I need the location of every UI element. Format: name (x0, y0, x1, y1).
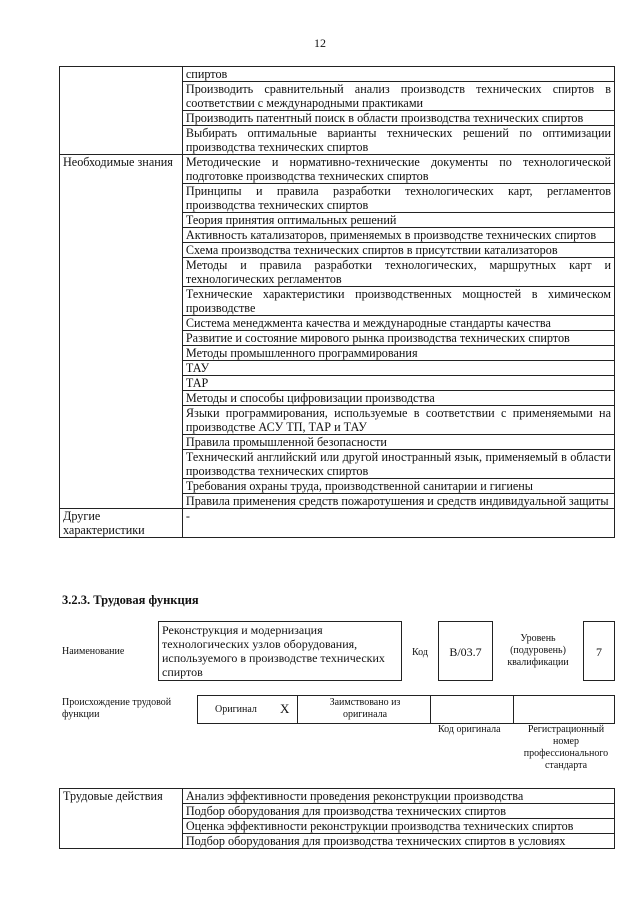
level-label: Уровень (подуровень) квалификации (507, 633, 569, 668)
knowledge-label: Необходимые знания (60, 155, 183, 509)
section-title: 3.2.3. Трудовая функция (62, 593, 199, 607)
origin-divider-1 (297, 695, 298, 724)
knowledge-item: Система менеджмента качества и международные стандарты качества (182, 316, 614, 331)
other-value: - (182, 509, 614, 538)
page-number: 12 (314, 36, 326, 50)
knowledge-item: ТАР (182, 376, 614, 391)
knowledge-item: Методы и правила разработки технологических, маршрутных карт и технологических регламентов (182, 258, 614, 287)
function-name-box (158, 621, 402, 681)
table-row (60, 509, 615, 538)
action-item: Анализ эффективности проведения реконструкции производства (182, 789, 614, 804)
action-item: Подбор оборудования для производства технических спиртов (182, 804, 614, 819)
knowledge-item: Принципы и правила разработки технологических карт, регламентов производства технических спиртов (182, 184, 614, 213)
knowledge-item: Технический английский или другой иностранный язык, применяемый в области производства технических спиртов (182, 450, 614, 479)
skill-item: спиртов (182, 67, 614, 82)
table-row (60, 789, 615, 804)
original-mark: X (280, 701, 290, 716)
knowledge-item: Схема производства технических спиртов в присутствии катализаторов (182, 243, 614, 258)
origin-label: Происхождение трудовой функции (62, 697, 172, 720)
knowledge-item: Правила промышленной безопасности (182, 435, 614, 450)
origin-divider-3 (513, 695, 514, 724)
knowledge-item: ТАУ (182, 361, 614, 376)
code-original-label: Код оригинала (438, 724, 501, 735)
original-label: Оригинал (215, 704, 257, 715)
knowledge-item: Методические и нормативно-технические документы по технологической подготовке производства технических спиртов (182, 155, 614, 184)
knowledge-item: Методы промышленного программирования (182, 346, 614, 361)
knowledge-item: Требования охраны труда, производственной санитарии и гигиены (182, 479, 614, 494)
action-item: Оценка эффективности реконструкции производства технических спиртов (182, 819, 614, 834)
other-label: Другие характеристики (60, 509, 183, 538)
skill-item: Производить сравнительный анализ производств технических спиртов в соответствии с международными практиками (182, 82, 614, 111)
knowledge-item: Активность катализаторов, применяемых в производстве технических спиртов (182, 228, 614, 243)
code-box (438, 621, 493, 681)
name-label: Наименование (62, 646, 125, 657)
skills-label-cell (60, 67, 183, 155)
knowledge-item: Теория принятия оптимальных решений (182, 213, 614, 228)
table-row (60, 155, 615, 184)
knowledge-item: Технические характеристики производственных мощностей в химическом производстве (182, 287, 614, 316)
actions-table (59, 788, 615, 849)
code-label: Код (412, 647, 428, 658)
knowledge-item: Развитие и состояние мирового рынка производства технических спиртов (182, 331, 614, 346)
level-box (583, 621, 615, 681)
origin-divider-2 (430, 695, 431, 724)
action-item: Подбор оборудования для производства технических спиртов в условиях (182, 834, 614, 849)
level-value: 7 (596, 645, 602, 659)
borrowed-label: Заимствовано из оригинала (329, 697, 401, 720)
actions-label: Трудовые действия (60, 789, 183, 849)
knowledge-item: Языки программирования, используемые в соответствии с применяемыми на производстве АСУ ТП, ТАР и ТАУ (182, 406, 614, 435)
table-row (60, 67, 615, 82)
requirements-table (59, 66, 615, 538)
code-value: B/03.7 (449, 645, 482, 659)
knowledge-item: Методы и способы цифровизации производства (182, 391, 614, 406)
knowledge-item: Правила применения средств пожаротушения и средств индивидуальной защиты (182, 494, 614, 509)
skill-item: Производить патентный поиск в области производства технических спиртов (182, 111, 614, 126)
skill-item: Выбирать оптимальные варианты технических решений по оптимизации производства технических спиртов (182, 126, 614, 155)
function-name-value: Реконструкция и модернизация технологических узлов оборудования, используемого в производстве технических спиртов (162, 623, 385, 679)
reg-number-label: Регистрационный номер профессионального стандарта (523, 724, 609, 771)
